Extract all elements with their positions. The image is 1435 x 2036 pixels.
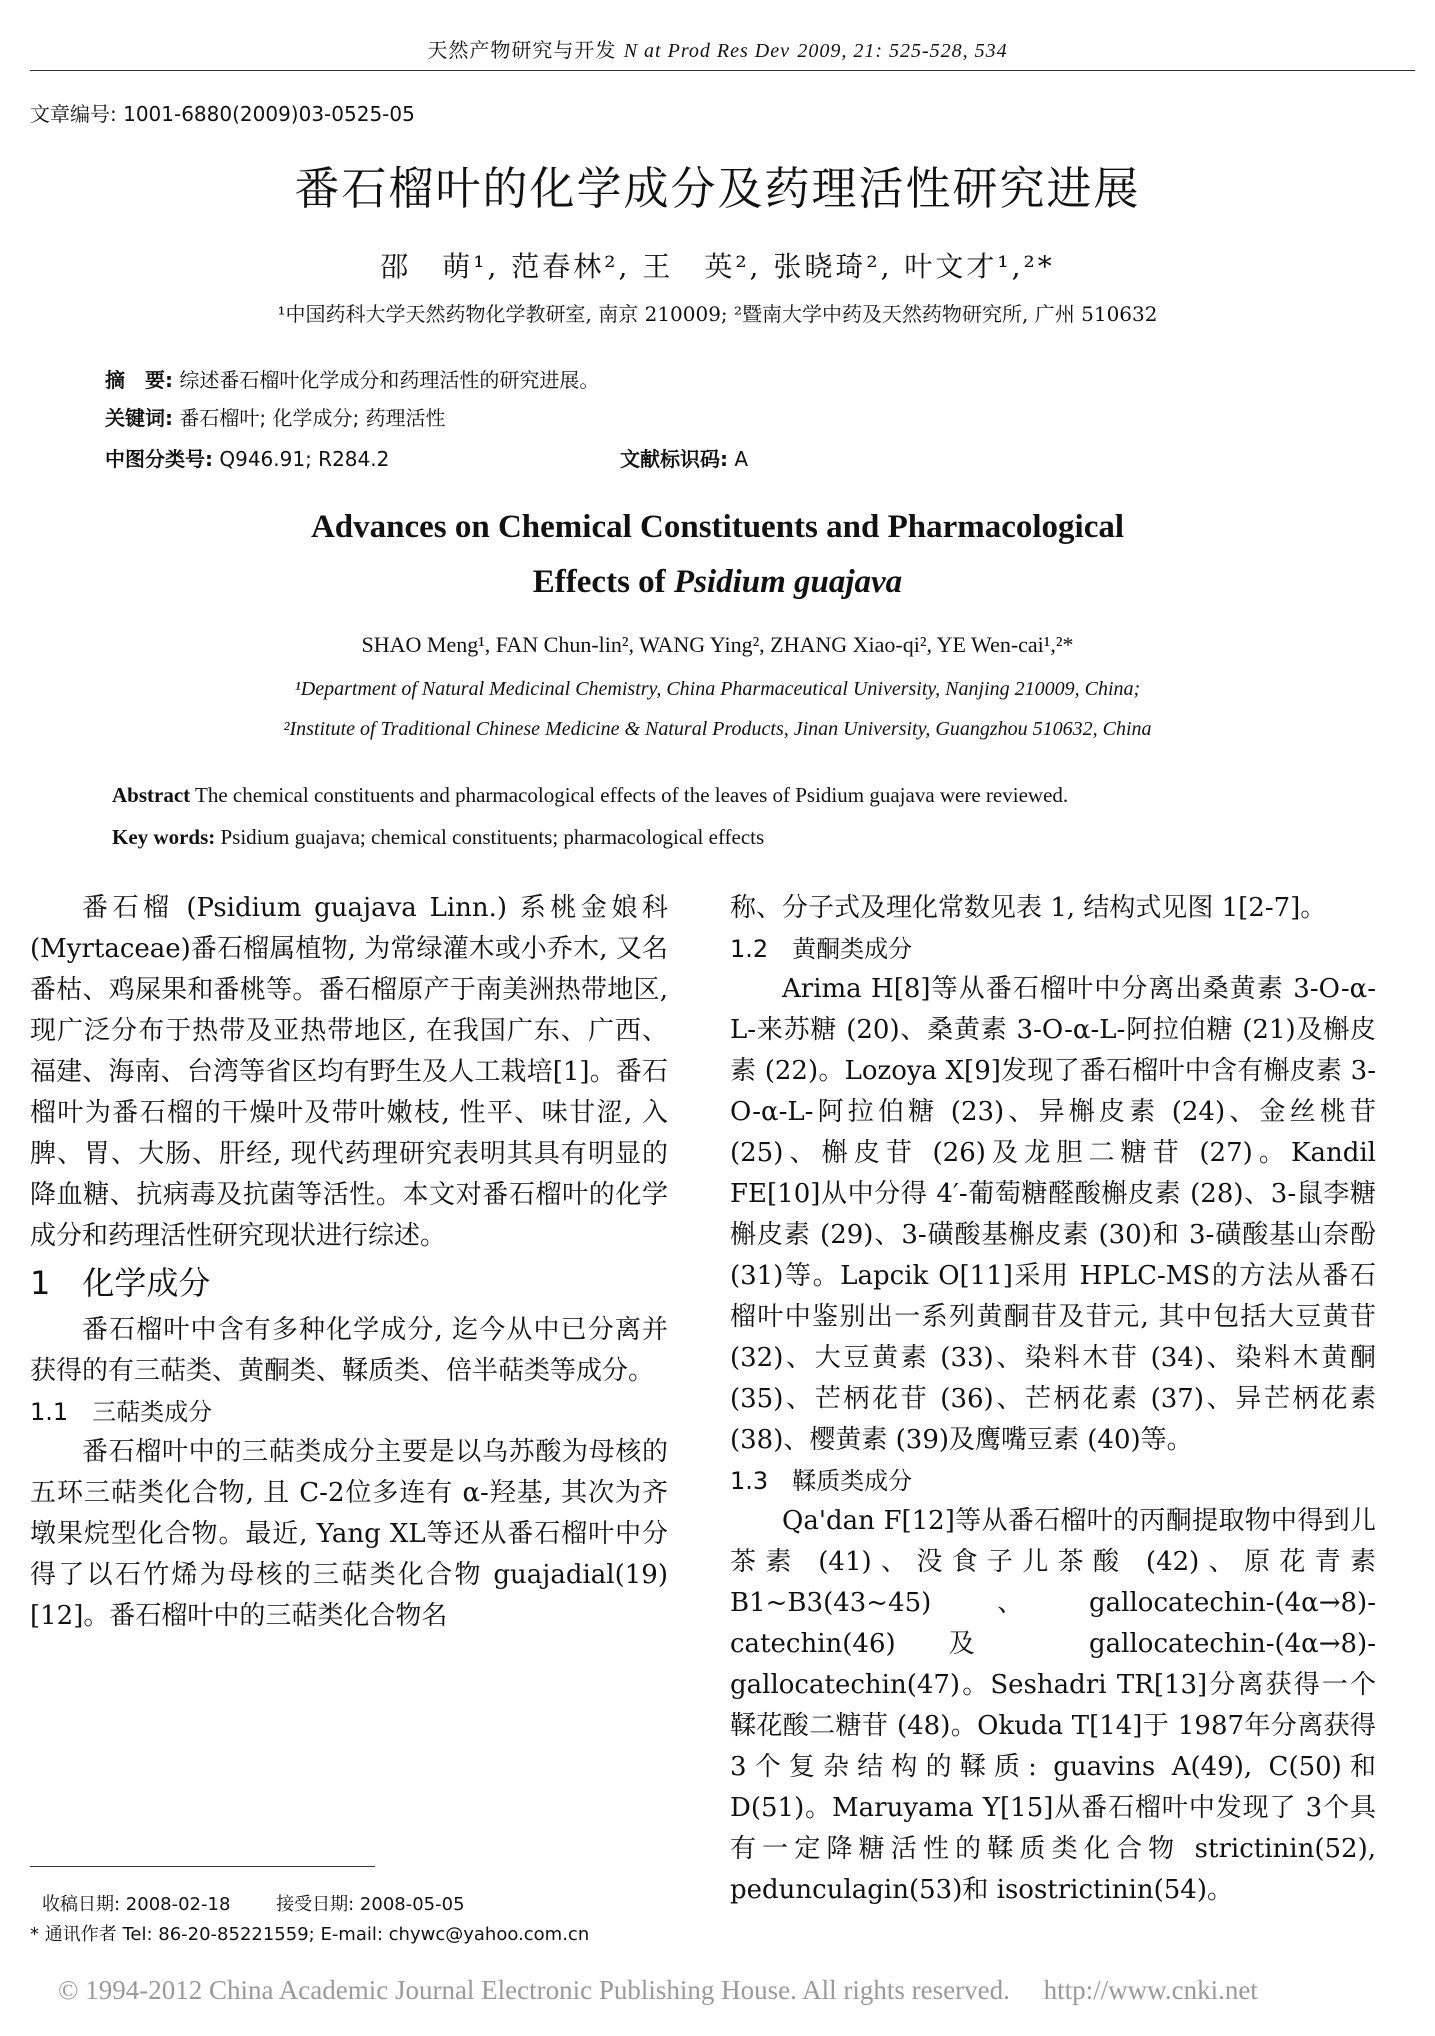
intro-paragraph: 番石榴 (Psidium guajava Linn.) 系桃金娘科 (Myrtaceae)番石榴属植物, 为常绿灌木或小乔木, 又名番枯、鸡屎果和番桃等。番石榴原产于南美洲热带地区, 现广泛分布于热带及亚热带地区, 在我国广东、广西、福建、海南、台湾等省区均有野生及人工栽培[1]。番石榴叶为番石榴的干燥叶及带叶嫩枝, 性平、味甘涩, 入脾、胃、大肠、肝经, 现代药理研究表明其具有明显的降血糖、抗病毒及抗菌等活性。本文对番石榴叶的化学成分和药理活性研究现状进行综述。 bbox=[30, 893, 668, 1251]
section-1-2-heading: 1.2 黄酮类成分 bbox=[730, 935, 913, 963]
column-left bbox=[30, 888, 668, 1637]
section-1-1-heading: 1.1 三萜类成分 bbox=[30, 1398, 213, 1426]
authors-cn: 邵 萌¹, 范春林², 王 英², 张晓琦², 叶文才¹,²* bbox=[380, 250, 1055, 283]
section-1-1-paragraph: 番石榴叶中的三萜类成分主要是以乌苏酸为母核的五环三萜类化合物, 且 C-2位多连有 α-羟基, 其次为齐墩果烷型化合物。最近, Yang XL等还从番石榴叶中分得了以石竹烯为母核的三萜类化合物 guajadial(19)[12]。番石榴叶中的三萜类化合物名 bbox=[30, 1437, 668, 1631]
copyright-watermark: © 1994-2012 China Academic Journal Electronic Publishing House. All rights reserved. http://www.cnki.net bbox=[58, 1975, 1258, 2005]
abstract-cn bbox=[105, 364, 599, 393]
abstract-en bbox=[112, 783, 1068, 808]
journal-header bbox=[0, 34, 1435, 63]
document-code-label: 文献标识码: bbox=[620, 447, 728, 471]
keywords-en bbox=[112, 825, 764, 850]
section-1-paragraph: 番石榴叶中含有多种化学成分, 迄今从中已分离并获得的有三萜类、黄酮类、鞣质类、倍半萜类等成分。 bbox=[30, 1315, 668, 1386]
journal-citation: 2009, 21: 525-528, 534 bbox=[797, 40, 1008, 62]
affiliations-cn: ¹中国药科大学天然药物化学教研室, 南京 210009; ²暨南大学中药及天然药物研究所, 广州 510632 bbox=[277, 302, 1158, 326]
abstract-cn-text: 综述番石榴叶化学成分和药理活性的研究进展。 bbox=[179, 368, 600, 392]
keywords-cn-text: 番石榴叶; 化学成分; 药理活性 bbox=[179, 406, 446, 430]
title-en bbox=[0, 500, 1435, 610]
keywords-en-label: Key words: bbox=[112, 825, 216, 849]
keywords-cn-label: 关键词: bbox=[105, 406, 173, 430]
journal-name-cn: 天然产物研究与开发 bbox=[427, 38, 617, 62]
classification bbox=[105, 443, 389, 472]
keywords-cn bbox=[105, 402, 446, 431]
continued-paragraph: 称、分子式及理化常数见表 1, 结构式见图 1[2-7]。 bbox=[730, 893, 1327, 923]
footnote-rule bbox=[30, 1866, 375, 1867]
title-cn: 番石榴叶的化学成分及药理活性研究进展 bbox=[294, 162, 1141, 215]
document-code-value: A bbox=[734, 447, 749, 471]
received-date: 收稿日期: 2008-02-18 bbox=[42, 1894, 231, 1915]
species-name: Psidium guajava bbox=[673, 564, 903, 600]
abstract-cn-label: 摘 要: bbox=[105, 368, 173, 392]
accepted-date: 接受日期: 2008-05-05 bbox=[276, 1894, 465, 1915]
affiliation-en-1: ¹Department of Natural Medicinal Chemistry, China Pharmaceutical University, Nanjing 210009, China; bbox=[294, 678, 1141, 700]
document-code bbox=[620, 443, 748, 472]
classification-code: Q946.91; R284.2 bbox=[219, 447, 390, 471]
keywords-en-text: Psidium guajava; chemical constituents; pharmacological effects bbox=[220, 825, 765, 849]
authors-en: SHAO Meng¹, FAN Chun-lin², WANG Ying², ZHANG Xiao-qi², YE Wen-cai¹,²* bbox=[361, 632, 1074, 657]
journal-name-en: N at Prod Res Dev bbox=[623, 40, 790, 62]
article-number: 文章编号: 1001-6880(2009)03-0525-05 bbox=[30, 102, 415, 126]
affiliation-en-2: ²Institute of Traditional Chinese Medicine & Natural Products, Jinan University, Guangzhou 510632, China bbox=[283, 718, 1152, 740]
title-en-line2: Effects of Psidium guajava bbox=[532, 564, 903, 600]
footnote-corresponding: * 通讯作者 Tel: 86-20-85221559; E-mail: chywc@yahoo.com.cn bbox=[30, 1924, 590, 1945]
abstract-en-label: Abstract bbox=[112, 783, 191, 807]
section-1-2-paragraph: Arima H[8]等从番石榴叶中分离出桑黄素 3-O-α-L-来苏糖 (20)、桑黄素 3-O-α-L-阿拉伯糖 (21)及槲皮素 (22)。Lozoya X[9]发现了番石榴叶中含有槲皮素 3-O-α-L-阿拉伯糖 (23)、异槲皮素 (24)、金丝桃苷 (25)、槲皮苷 (26)及龙胆二糖苷 (27)。Kandil FE[10]从中分得 4′-葡萄糖醛酸槲皮素 (28)、3-鼠李糖槲皮素 (29)、3-磺酸基槲皮素 (30)和 3-磺酸基山奈酚 (31)等。Lapcik O[11]采用 HPLC-MS的方法从番石榴叶中鉴别出一系列黄酮苷及苷元, 其中包括大豆黄苷 (32)、大豆黄素 (33)、染料木苷 (34)、染料木黄酮 (35)、芒柄花苷 (36)、芒柄花素 (37)、异芒柄花素 (38)、樱黄素 (39)及鹰嘴豆素 (40)等。 bbox=[730, 974, 1376, 1455]
section-1-heading: 1 化学成分 bbox=[30, 1264, 211, 1302]
header-rule bbox=[30, 70, 1415, 71]
column-right bbox=[730, 888, 1376, 1911]
section-1-3-paragraph: Qa'dan F[12]等从番石榴叶的丙酮提取物中得到儿茶素 (41)、没食子儿茶酸 (42)、原花青素 B1~B3(43~45)、gallocatechin-(4α→8)-catechin(46)及 gallocatechin-(4α→8)-gallocatechin(47)。Seshadri TR[13]分离获得一个鞣花酸二糖苷 (48)。Okuda T[14]于 1987年分离获得 3个复杂结构的鞣质: guavins A(49), C(50)和 D(51)。Maruyama Y[15]从番石榴叶中发现了 3个具有一定降糖活性的鞣质类化合物 strictinin(52), pedunculagin(53)和 isostrictinin(54)。 bbox=[730, 1506, 1376, 1905]
section-1-3-heading: 1.3 鞣质类成分 bbox=[730, 1467, 913, 1495]
title-en-line1: Advances on Chemical Constituents and Pharmacological bbox=[310, 509, 1125, 545]
abstract-en-text: The chemical constituents and pharmacological effects of the leaves of Psidium guajava were reviewed. bbox=[195, 783, 1069, 807]
classification-label: 中图分类号: bbox=[105, 447, 213, 471]
footnote-dates bbox=[42, 1890, 465, 1916]
